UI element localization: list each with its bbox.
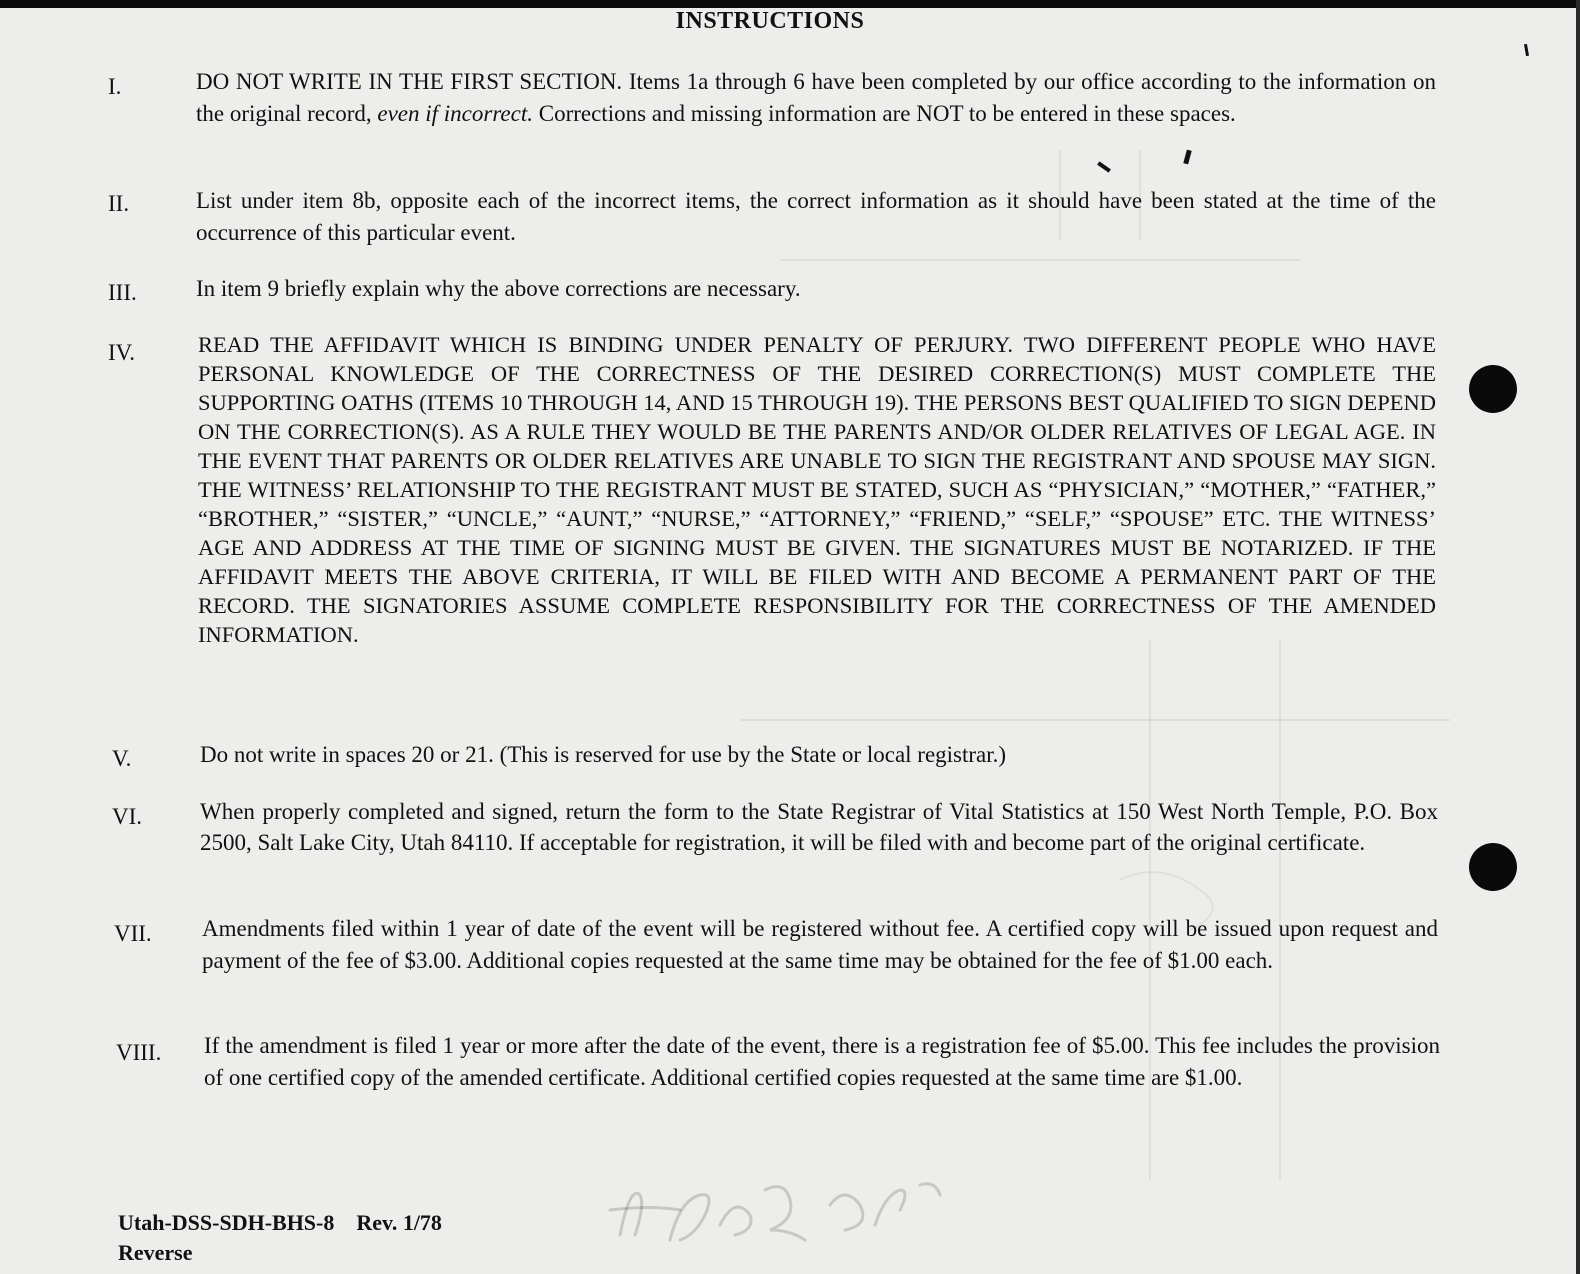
item-text: When properly completed and signed, return the form to the State Registrar of Vital Statistics at 150 West North Temple, P.O. Box 2500, Salt Lake City, Utah 84110. If acceptable for registration, it will be filed with and become part of the original certificate.: [200, 799, 1438, 855]
form-number: Utah-DSS-SDH-BHS-8: [118, 1210, 335, 1235]
page-title: INSTRUCTIONS: [675, 8, 865, 34]
footer-side: Reverse: [118, 1240, 193, 1265]
item-text: If the amendment is filed 1 year or more after the date of the event, there is a registration fee of $5.00. This fee includes the provision of one certified copy of the amended certificate. Additional certified copies requested at the same time are $1.00.: [204, 1033, 1440, 1090]
form-revision: Rev. 1/78: [356, 1210, 442, 1235]
faint-signature: [600, 1165, 980, 1260]
item-numeral: VII.: [114, 921, 152, 946]
item-text: Do not write in spaces 20 or 21. (This is reserved for use by the State or local registrar.): [200, 742, 1007, 767]
item-text: List under item 8b, opposite each of the incorrect items, the correct information as it should have been stated at the time of the occurrence of this particular event.: [196, 188, 1436, 245]
item-numeral: V.: [112, 746, 132, 771]
item-text-part: DO NOT WRITE IN THE FIRST SECTION. Items 1a through 6 have been completed by our office according to the information on the original record,: [196, 69, 1436, 126]
item-text: [196, 66, 1436, 130]
item-numeral: IV.: [108, 340, 136, 365]
punch-hole: [1469, 843, 1517, 891]
form-footer: [118, 1208, 442, 1268]
item-numeral: VIII.: [116, 1040, 162, 1065]
item-text: Amendments filed within 1 year of date of the event will be registered without fee. A certified copy will be issued upon request and payment of the fee of $3.00. Additional copies requested at the same time may be obtained for the fee of $1.00 each.: [202, 916, 1438, 973]
item-text-part: Corrections and missing information are NOT to be entered in these spaces.: [532, 101, 1236, 126]
item-numeral: II.: [108, 191, 130, 216]
punch-hole: [1469, 365, 1517, 413]
footer-line: [118, 1208, 442, 1238]
item-text: In item 9 briefly explain why the above corrections are necessary.: [196, 276, 801, 301]
item-text: READ THE AFFIDAVIT WHICH IS BINDING UNDER PENALTY OF PERJURY. TWO DIFFERENT PEOPLE WHO HAVE PERSONAL KNOWLEDGE OF THE CORRECTNESS OF THE DESIRED CORRECTION(S) MUST COMPLETE THE SUPPORTING OATHS (ITEMS 10 THROUGH 14, AND 15 THROUGH 19). THE PERSONS BEST QUALIFIED TO SIGN DEPEND ON THE CORRECTION(S). AS A RULE THEY WOULD BE THE PARENTS AND/OR OLDER RELATIVES OF LEGAL AGE. IN THE EVENT THAT PARENTS OR OLDER RELATIVES ARE UNABLE TO SIGN THE REGISTRANT AND SPOUSE MAY SIGN. THE WITNESS’ RELATIONSHIP TO THE REGISTRANT MUST BE STATED, SUCH AS “PHYSICIAN,” “MOTHER,” “FATHER,” “BROTHER,” “SISTER,” “UNCLE,” “AUNT,” “NURSE,” “ATTORNEY,” “FRIEND,” “SELF,” “SPOUSE” ETC. THE WITNESS’ AGE AND ADDRESS AT THE TIME OF SIGNING MUST BE GIVEN. THE SIGNATURES MUST BE NOTARIZED. IF THE AFFIDAVIT MEETS THE ABOVE CRITERIA, IT WILL BE FILED WITH AND BECOME A PERMANENT PART OF THE RECORD. THE SIGNATORIES ASSUME COMPLETE RESPONSIBILITY FOR THE CORRECTNESS OF THE AMENDED INFORMATION.: [198, 332, 1436, 647]
item-text-italic: even if incorrect.: [377, 101, 533, 126]
item-numeral: I.: [108, 74, 122, 99]
item-numeral: III.: [108, 280, 137, 305]
item-numeral: VI.: [112, 804, 143, 829]
